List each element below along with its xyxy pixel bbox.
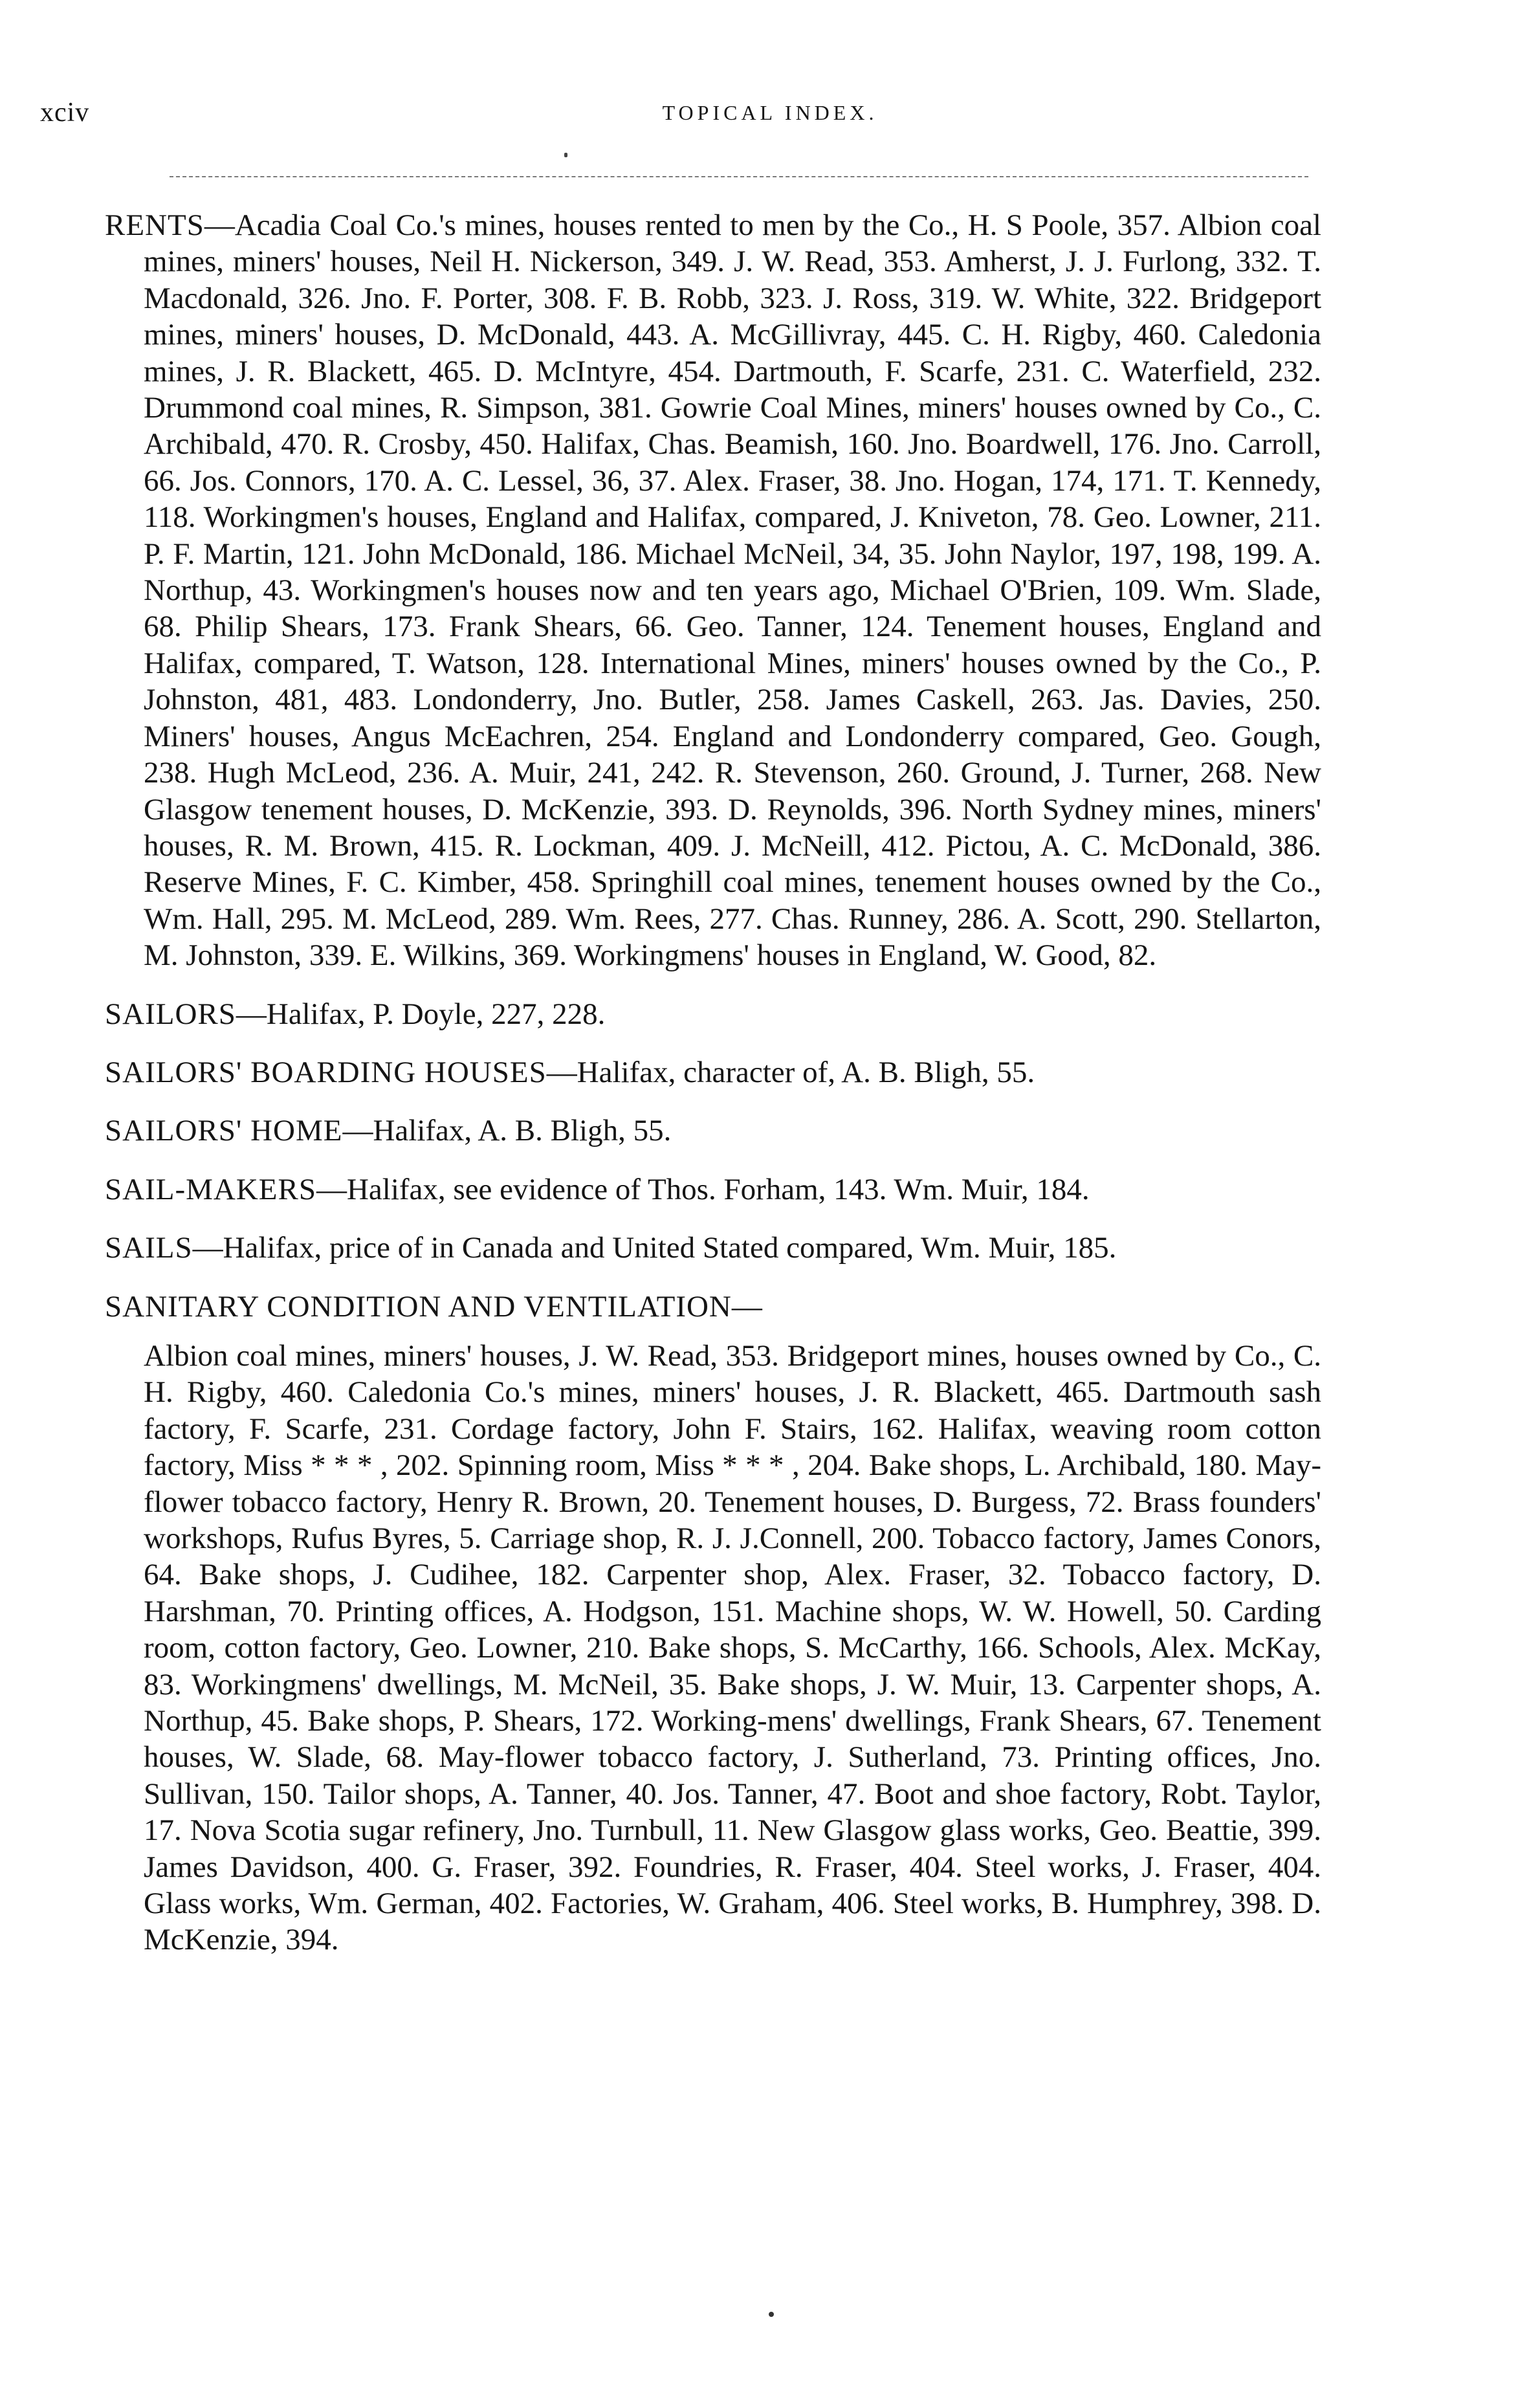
entry-dash: — — [192, 1231, 223, 1265]
print-speck — [564, 153, 567, 157]
entry-text: Albion coal mines, miners' houses, J. W. Read, 353. Bridgeport mines, houses owned by Co., C. H. Rigby, 460. Caledonia Co.'s mines, miners' houses, J. R. Blackett, 465. Dartmouth sash factory, F. Scarfe, 231. Cordage factory, John F. Stairs, 162. Halifax, weaving room cotton factory, Miss * * * , 202. Spinning room, Miss * * * , 204. Bake shops, L. Archibald, 180. May-flower tobacco factory, Henry R. Brown, 20. Tenement houses, D. Burgess, 72. Brass founders' workshops, Rufus Byres, 5. Carriage shop, R. J. J.Connell, 200. Tobacco factory, James Conors, 64. Bake shops, J. Cudihee, 182. Carpenter shop, Alex. Fraser, 32. Tobacco factory, D. Harshman, 70. Printing offices, A. Hodgson, 151. Machine shops, W. W. Howell, 50. Carding room, cotton factory, Geo. Lowner, 210. Bake shops, S. McCarthy, 166. Schools, Alex. McKay, 83. Workingmens' dwellings, M. McNeil, 35. Bake shops, J. W. Muir, 13. Carpenter shops, A. Northup, 45. Bake shops, P. Shears, 172. Working-mens' dwellings, Frank Shears, 67. Tenement houses, W. Slade, 68. May-flower tobacco factory, J. Sutherland, 73. Printing offices, Jno. Sullivan, 150. Tailor shops, A. Tanner, 40. Jos. Tanner, 47. Boot and shoe factory, Robt. Taylor, 17. Nova Scotia sugar refinery, Jno. Turnbull, 11. New Glasgow glass works, Geo. Beattie, 399. James Davidson, 400. G. Fraser, 392. Foundries, R. Fraser, 404. Steel works, J. Fraser, 404. Glass works, Wm. German, 402. Factories, W. Graham, 406. Steel works, B. Humphrey, 398. D. McKenzie, 394. — [144, 1338, 1321, 1957]
entry-dash: — — [342, 1114, 373, 1148]
entry-heading: SAILORS' BOARDING HOUSES — [105, 1055, 547, 1089]
index-body — [105, 207, 1321, 1958]
entry-dash: — — [204, 208, 235, 242]
entry-dash: — — [546, 1055, 577, 1089]
entry-text: Halifax, see evidence of Thos. Forham, 143. Wm. Muir, 184. — [346, 1172, 1090, 1206]
entry-dash: — — [316, 1172, 347, 1206]
page-number: xciv — [40, 98, 90, 127]
entry-heading: SAIL-MAKERS — [105, 1172, 316, 1206]
entry-text: Halifax, P. Doyle, 227, 228. — [266, 997, 606, 1031]
running-head: TOPICAL INDEX. — [662, 101, 878, 124]
index-entry-sailors — [105, 996, 1321, 1032]
entry-text: Halifax, A. B. Bligh, 55. — [373, 1114, 672, 1148]
entry-heading: SAILORS' HOME — [105, 1114, 343, 1148]
index-entry-sails — [105, 1230, 1321, 1266]
entry-text: Acadia Coal Co.'s mines, houses rented to men by the Co., H. S Poole, 357. Albion coal mines, miners' houses, Neil H. Nickerson, 349. J. W. Read, 353. Amherst, J. J. Furlong, 332. T. Macdonald, 326. Jno. F. Porter, 308. F. B. Robb, 323. J. Ross, 319. W. White, 322. Bridgeport mines, miners' houses, D. McDonald, 443. A. McGillivray, 445. C. H. Rigby, 460. Caledonia mines, J. R. Blackett, 465. D. McIntyre, 454. Dartmouth, F. Scarfe, 231. C. Waterfield, 232. Drummond coal mines, R. Simpson, 381. Gowrie Coal Mines, miners' houses owned by Co., C. Archibald, 470. R. Crosby, 450. Halifax, Chas. Beamish, 160. Jno. Boardwell, 176. Jno. Carroll, 66. Jos. Connors, 170. A. C. Lessel, 36, 37. Alex. Fraser, 38. Jno. Hogan, 174, 171. T. Kennedy, 118. Workingmen's houses, England and Halifax, compared, J. Kniveton, 78. Geo. Lowner, 211. P. F. Martin, 121. John McDonald, 186. Michael McNeil, 34, 35. John Naylor, 197, 198, 199. A. Northup, 43. Workingmen's houses now and ten years ago, Michael O'Brien, 109. Wm. Slade, 68. Philip Shears, 173. Frank Shears, 66. Geo. Tanner, 124. Tenement houses, England and Halifax, compared, T. Watson, 128. International Mines, miners' houses owned by the Co., P. Johnston, 481, 483. Londonderry, Jno. Butler, 258. James Caskell, 263. Jas. Davies, 250. Miners' houses, Angus McEachren, 254. England and Londonderry compared, Geo. Gough, 238. Hugh McLeod, 236. A. Muir, 241, 242. R. Stevenson, 260. Ground, J. Turner, 268. New Glasgow tenement houses, D. McKenzie, 393. D. Reynolds, 396. North Sydney mines, miners' houses, R. M. Brown, 415. R. Lockman, 409. J. McNeill, 412. Pictou, A. C. McDonald, 386. Reserve Mines, F. C. Kimber, 458. Springhill coal mines, tenement houses owned by the Co., Wm. Hall, 295. M. McLeod, 289. Wm. Rees, 277. Chas. Runney, 286. A. Scott, 290. Stellarton, M. Johnston, 339. E. Wilkins, 369. Workingmens' houses in England, W. Good, 82. — [144, 208, 1321, 973]
entry-heading: SAILORS — [105, 997, 236, 1031]
header-rule — [170, 176, 1308, 177]
index-entry-sailors-boarding-houses — [105, 1054, 1321, 1091]
entry-text: Halifax, character of, A. B. Bligh, 55. — [577, 1055, 1035, 1089]
index-entry-sail-makers — [105, 1171, 1321, 1208]
entry-dash: — — [731, 1289, 762, 1323]
entry-text: Halifax, price of in Canada and United Stated compared, Wm. Muir, 185. — [223, 1231, 1117, 1265]
stray-ink-mark — [769, 2312, 774, 2317]
entry-heading: SANITARY CONDITION AND VENTILATION — [105, 1289, 732, 1323]
index-entry-rents — [105, 207, 1321, 974]
entry-heading: RENTS — [105, 208, 204, 242]
entry-dash: — — [236, 997, 267, 1031]
index-entry-sanitary-condition — [105, 1289, 1321, 1958]
index-entry-sailors-home — [105, 1113, 1321, 1149]
entry-heading: SAILS — [105, 1231, 193, 1265]
